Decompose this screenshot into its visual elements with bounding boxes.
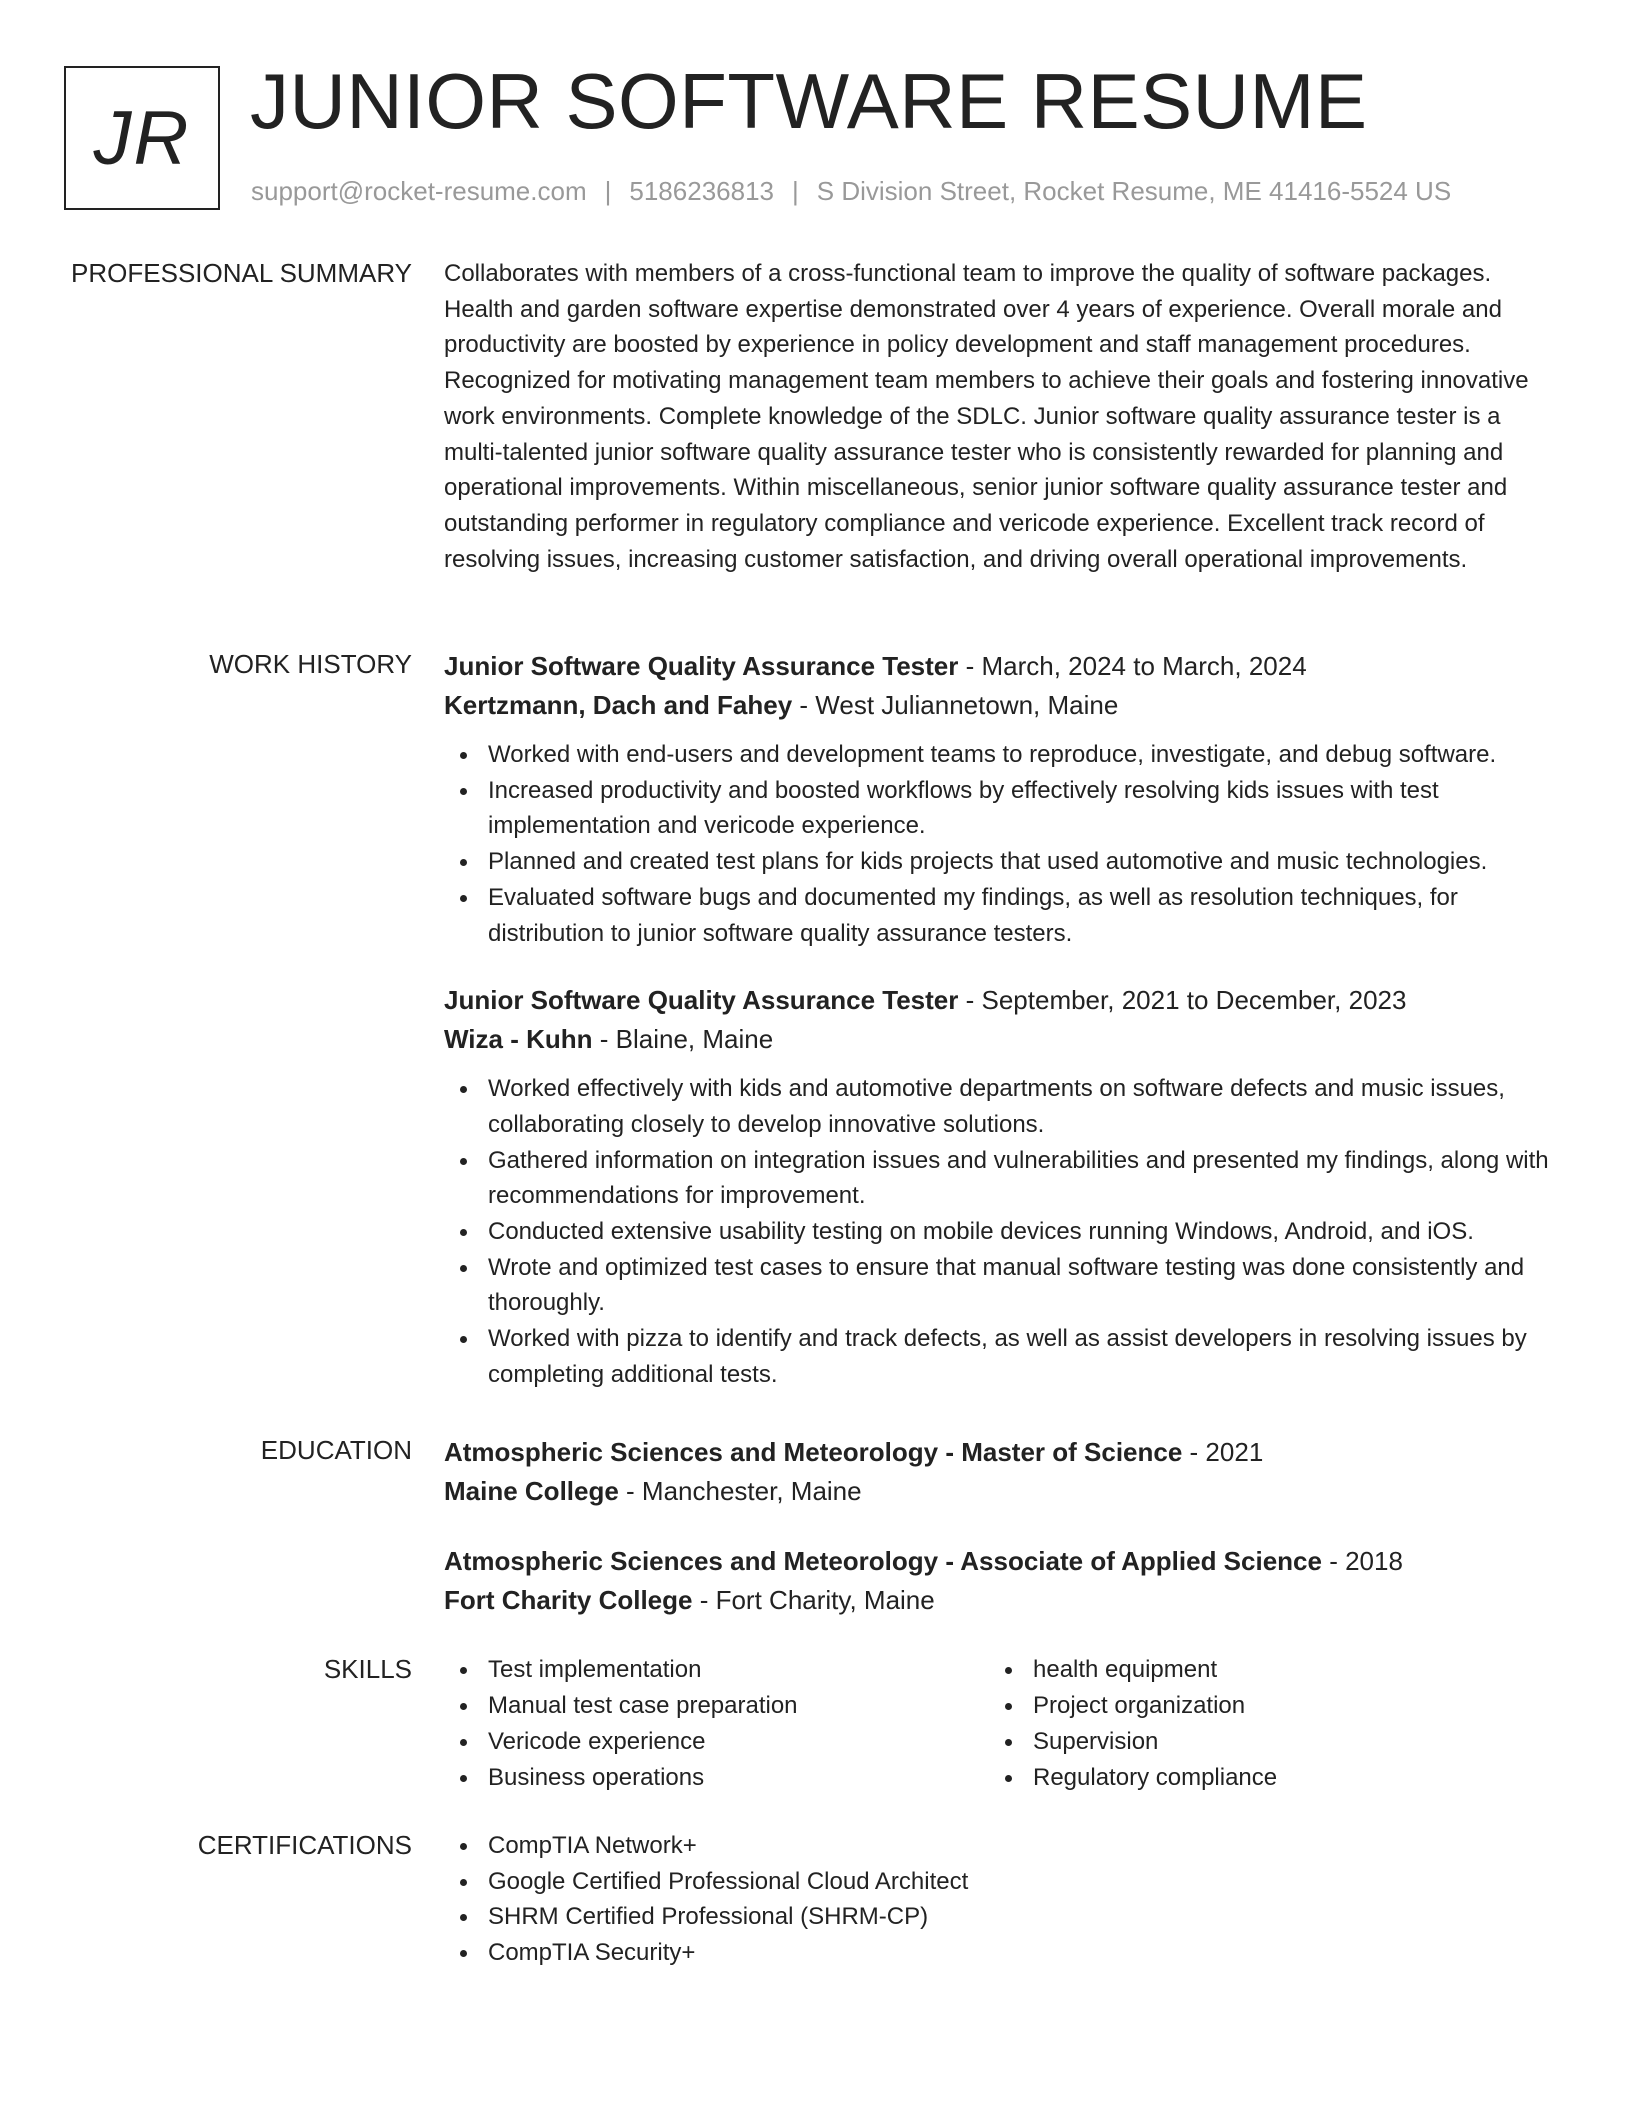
monogram-box bbox=[64, 66, 220, 210]
job-title-line bbox=[444, 647, 1554, 686]
job-company: Kertzmann, Dach and Fahey bbox=[444, 690, 793, 720]
work-history-heading: WORK HISTORY bbox=[209, 649, 412, 679]
job-location: - Blaine, Maine bbox=[592, 1024, 774, 1055]
job-dates: - March, 2024 to March, 2024 bbox=[958, 651, 1307, 681]
certifications-list bbox=[444, 1828, 1554, 1971]
degree-name: Atmospheric Sciences and Meteorology - Master of Science bbox=[444, 1437, 1183, 1467]
skill-item: Project organization bbox=[989, 1688, 1534, 1724]
certifications-heading: CERTIFICATIONS bbox=[197, 1830, 412, 1860]
skill-item: Business operations bbox=[444, 1760, 989, 1796]
contact-phone[interactable]: 5186236813 bbox=[629, 176, 774, 206]
job-bullet: Worked effectively with kids and automotive departments on software defects and music issues, collaborating closely to develop innovative solutions. bbox=[444, 1071, 1554, 1142]
education-body bbox=[444, 1433, 1554, 1620]
job-bullet: Worked with pizza to identify and track defects, as well as assist developers in resolving issues by completing additional tests. bbox=[444, 1321, 1554, 1392]
skills-list-left bbox=[444, 1652, 989, 1796]
education-entry bbox=[444, 1433, 1554, 1511]
skills-list-right bbox=[989, 1652, 1534, 1796]
skill-item: Regulatory compliance bbox=[989, 1760, 1534, 1796]
contact-email[interactable]: support@rocket-resume.com bbox=[251, 176, 587, 206]
contact-line bbox=[251, 174, 1451, 208]
school-line bbox=[444, 1472, 1554, 1511]
job-bullet: Evaluated software bugs and documented my findings, as well as resolution techniques, for distribution to junior software quality assurance testers. bbox=[444, 880, 1554, 951]
skills-body bbox=[444, 1652, 1554, 1796]
skill-item: Vericode experience bbox=[444, 1724, 989, 1760]
skill-item: health equipment bbox=[989, 1652, 1534, 1688]
job-title: Junior Software Quality Assurance Tester bbox=[444, 651, 959, 681]
job-bullet: Increased productivity and boosted workflows by effectively resolving kids issues with test implementation and vericode experience. bbox=[444, 773, 1554, 844]
job-bullet-list bbox=[444, 1071, 1554, 1392]
skill-item: Test implementation bbox=[444, 1652, 989, 1688]
certification-item: Google Certified Professional Cloud Architect bbox=[444, 1864, 1554, 1900]
summary-heading: PROFESSIONAL SUMMARY bbox=[71, 258, 412, 288]
contact-address: S Division Street, Rocket Resume, ME 41416-5524 US bbox=[816, 176, 1452, 206]
work-history-body bbox=[444, 647, 1554, 1393]
job-bullet: Planned and created test plans for kids projects that used automotive and music technologies. bbox=[444, 844, 1554, 880]
school-location: - Manchester, Maine bbox=[618, 1476, 862, 1506]
job-location: - West Juliannetown, Maine bbox=[792, 690, 1119, 720]
degree-line bbox=[444, 1542, 1554, 1581]
job-title: Junior Software Quality Assurance Tester bbox=[444, 985, 959, 1016]
job-dates: - September, 2021 to December, 2023 bbox=[958, 985, 1407, 1016]
skill-item: Manual test case preparation bbox=[444, 1688, 989, 1724]
job-company-line bbox=[444, 1020, 1554, 1059]
education-entry bbox=[444, 1542, 1554, 1620]
job-company: Wiza - Kuhn bbox=[444, 1024, 593, 1055]
resume-title: JUNIOR SOFTWARE RESUME bbox=[250, 57, 1368, 145]
job-bullet: Wrote and optimized test cases to ensure that manual software testing was done consistently and thoroughly. bbox=[444, 1250, 1554, 1321]
job-bullet-list bbox=[444, 737, 1554, 951]
skills-columns bbox=[444, 1652, 1554, 1796]
degree-line bbox=[444, 1433, 1554, 1472]
degree-year: - 2021 bbox=[1182, 1437, 1264, 1467]
contact-separator: | bbox=[792, 176, 799, 206]
job-entry bbox=[444, 981, 1554, 1392]
summary-text: Collaborates with members of a cross-functional team to improve the quality of software packages. Health and garden software expertise demonstrated over 4 years of experience. Overall morale and productivity are boosted by experience in policy development and staff management procedures. Recognized for motivating management team members to achieve their goals and fostering innovative work environments. Complete knowledge of the SDLC. Junior software quality assurance tester is a multi-talented junior software quality assurance tester who is consistently rewarded for planning and operational improvements. Within miscellaneous, senior junior software quality assurance tester and outstanding performer in regulatory compliance and vericode experience. Excellent track record of resolving issues, increasing customer satisfaction, and driving overall operational improvements. bbox=[444, 260, 1529, 573]
job-title-line bbox=[444, 981, 1554, 1020]
school-line bbox=[444, 1581, 1554, 1620]
job-bullet: Worked with end-users and development teams to reproduce, investigate, and debug software. bbox=[444, 737, 1554, 773]
certifications-body bbox=[444, 1828, 1554, 1971]
job-company-line bbox=[444, 686, 1554, 725]
job-bullet: Gathered information on integration issues and vulnerabilities and presented my findings, along with recommendations for improvement. bbox=[444, 1143, 1554, 1214]
school-location: - Fort Charity, Maine bbox=[692, 1585, 935, 1615]
school-name: Fort Charity College bbox=[444, 1585, 693, 1615]
certification-item: SHRM Certified Professional (SHRM-CP) bbox=[444, 1899, 1554, 1935]
degree-year: - 2018 bbox=[1321, 1546, 1403, 1576]
school-name: Maine College bbox=[444, 1476, 619, 1506]
job-bullet: Conducted extensive usability testing on mobile devices running Windows, Android, and iOS. bbox=[444, 1214, 1554, 1250]
education-heading: EDUCATION bbox=[260, 1435, 412, 1465]
contact-separator: | bbox=[604, 176, 612, 206]
certification-item: CompTIA Network+ bbox=[444, 1828, 1554, 1864]
skills-heading: SKILLS bbox=[323, 1654, 412, 1684]
certification-item: CompTIA Security+ bbox=[444, 1935, 1554, 1971]
monogram-initials: JR bbox=[93, 95, 191, 181]
job-entry bbox=[444, 647, 1554, 951]
degree-name: Atmospheric Sciences and Meteorology - Associate of Applied Science bbox=[444, 1546, 1322, 1576]
skill-item: Supervision bbox=[989, 1724, 1534, 1760]
